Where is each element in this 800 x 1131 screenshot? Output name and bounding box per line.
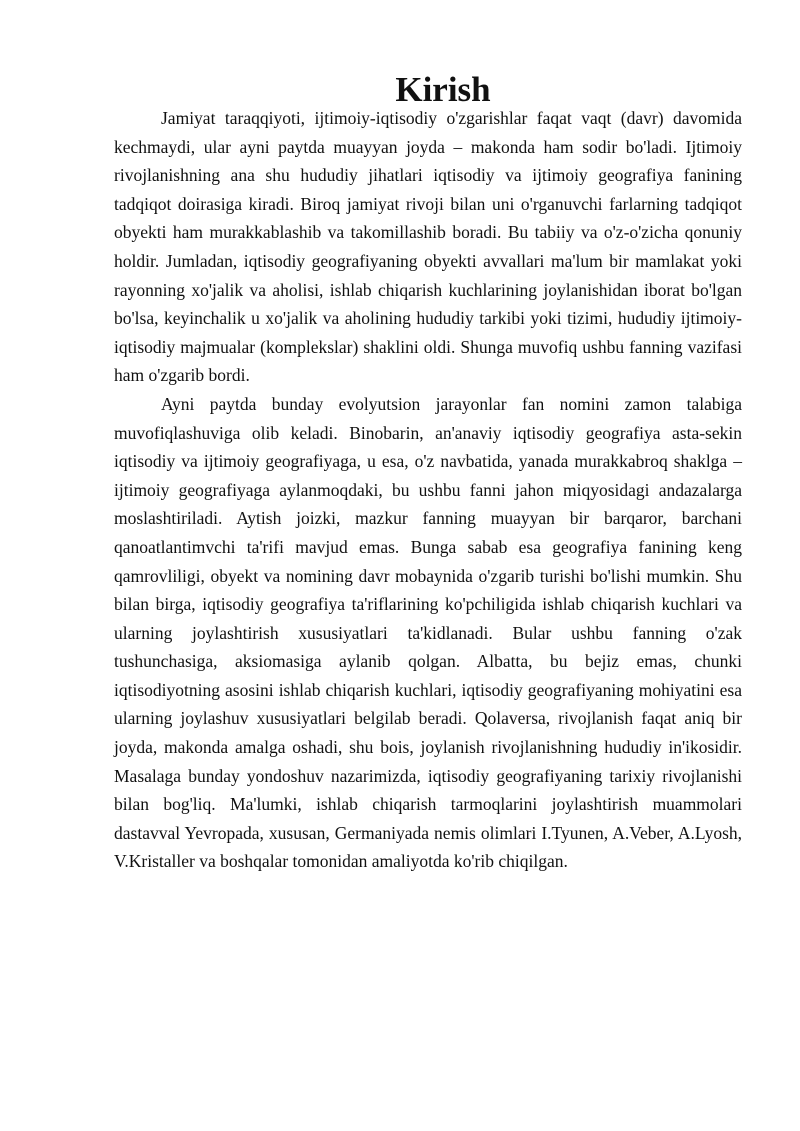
document-page: [114, 70, 742, 876]
page-title: Kirish: [395, 70, 491, 109]
paragraph-2: Ayni paytda bunday evolyutsion jarayonlar fan nomini zamon talabiga muvofiqlashuviga olib keladi. Binobarin, an'anaviy iqtisodiy geografiya asta-sekin iqtisodiy va ijtimoiy geografiyaga, u esa, o'z navbatida, yanada murakkabroq shaklga – ijtimoiy geografiyaga aylanmoqdaki, bu ushbu fanni jahon miqyosidagi andazalarga moslashtiriladi. Aytish joizki, mazkur fanning muayyan bir barqaror, barchani qanoatlantimvchi ta'rifi mavjud emas. Bunga sabab esa geografiya fanining keng qamrovliligi, obyekt va nomining davr mobaynida o'zgarib turishi bo'lishi mumkin. Shu bilan birga, iqtisodiy geografiya ta'riflarining ko'pchiligida ishlab chiqarish kuchlari va ularning joylashtirish xususiyatlari ta'kidlanadi. Bular ushbu fanning o'zak tushunchasiga, aksiomasiga aylanib qolgan. Albatta, bu bejiz emas, chunki iqtisodiyotning asosini ishlab chiqarish kuchlari, iqtisodiy geografiyaning mohiyatini esa ularning joylashuv xususiyatlari belgilab beradi. Qolaversa, rivojlanish faqat aniq bir joyda, makonda amalga oshadi, shu bois, joylanish rivojlanishning hududiy in'ikosidir. Masalaga bunday yondoshuv nazarimizda, iqtisodiy geografiyaning tarixiy rivojlanishi bilan bog'liq. Ma'lumki, ishlab chiqarish tarmoqlarini joylashtirish muammolari dastavval Yevropada, xususan, Germaniyada nemis olimlari I.Tyunen, A.Veber, A.Lyosh, V.Kristaller va boshqalar tomonidan amaliyotda ko'rib chiqilgan.: [114, 393, 742, 872]
paragraph-1: Jamiyat taraqqiyoti, ijtimoiy-iqtisodiy o'zgarishlar faqat vaqt (davr) davomida kechmaydi, ular ayni paytda muayyan joyda – makonda ham sodir bo'ladi. Ijtimoiy rivojlanishning ana shu hududiy jihatlari iqtisodiy va ijtimoiy geografiya fanining tadqiqot doirasiga kiradi. Biroq jamiyat rivoji bilan uni o'rganuvchi farlarning tadqiqot obyekti ham murakkablashib va takomillashib boradi. Bu tabiiy va o'z-o'zicha qonuniy holdir. Jumladan, iqtisodiy geografiyaning obyekti avvallari ma'lum bir mamlakat yoki rayonning xo'jalik va aholisi, ishlab chiqarish kuchlarining joylanishidan iborat bo'lgan bo'lsa, keyinchalik u xo'jalik va aholining hududiy tarkibi yoki tizimi, hududiy ijtimoiy-iqtisodiy majmualar (komplekslar) shaklini oldi. Shunga muvofiq ushbu fanning vazifasi ham o'zgarib bordi.: [114, 108, 742, 386]
